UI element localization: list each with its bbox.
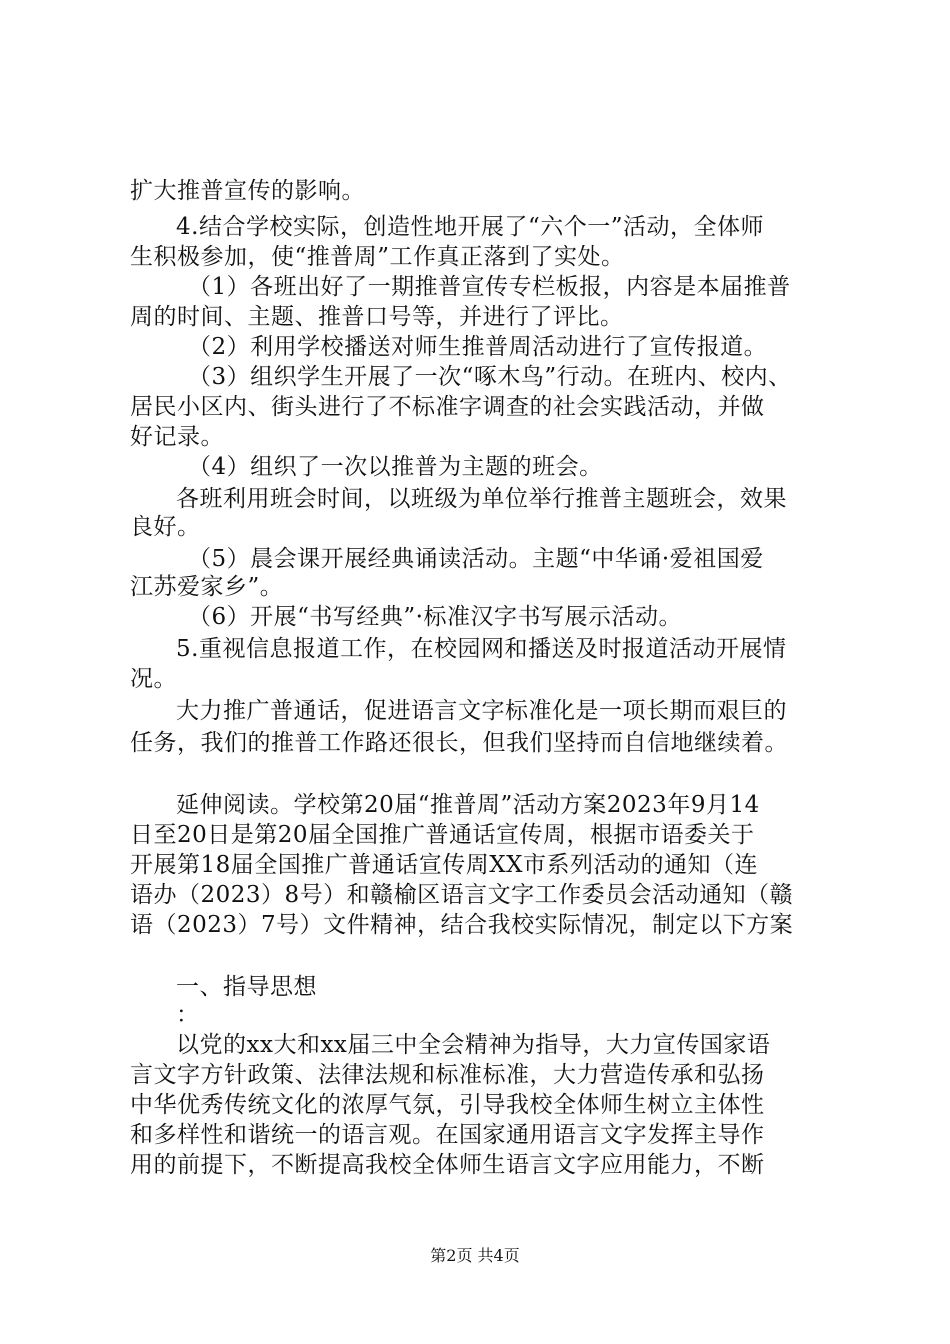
page-footer: 第2页 共4页 [430,1246,520,1265]
text-line-9: 好记录。 [130,424,224,450]
text-line-18: 大力推广普通话，促进语言文字标准化是一项长期而艰巨的 [176,698,787,724]
text-line-colon: ： [176,1002,200,1028]
text-line-6: （2）利用学校播送对师生推普周活动进行了宣传报道。 [188,334,768,360]
text-line-30: 和多样性和谐统一的语言观。在国家通用语言文字发挥主导作 [130,1122,765,1148]
text-line-23: 语办（2023）8号）和赣榆区语言文字工作委员会活动通知（赣 [130,882,794,908]
text-line-17: 况。 [130,666,177,692]
text-line-20: 延伸阅读。学校第20届“推普周”活动方案2023年9月14 [176,792,760,818]
text-line-29: 中华优秀传统文化的浓厚气氛，引导我校全体师生树立主体性 [130,1092,765,1118]
text-line-13: （5）晨会课开展经典诵读活动。主题“中华诵·爱祖国爱 [188,546,764,572]
text-line-22: 开展第18届全国推广普通话宣传周XX市系列活动的通知（连 [130,852,759,878]
text-line-15: （6）开展“书写经典”·标准汉字书写展示活动。 [188,604,682,630]
text-line-1: 扩大推普宣传的影响。 [130,178,365,204]
text-line-31: 用的前提下，不断提高我校全体师生语言文字应用能力，不断 [130,1152,765,1178]
text-line-10: （4）组织了一次以推普为主题的班会。 [188,454,603,480]
text-line-16: 5.重视信息报道工作，在校园网和播送及时报道活动开展情 [176,636,787,662]
section-heading: 一、指导思想 [176,974,317,1000]
text-line-2: 4.结合学校实际，创造性地开展了“六个一”活动，全体师 [176,214,764,240]
text-line-8: 居民小区内、街头进行了不标准字调查的社会实践活动，并做 [130,394,765,420]
text-line-7: （3）组织学生开展了一次“啄木鸟”行动。在班内、校内、 [188,364,792,390]
text-line-19: 任务，我们的推普工作路还很长，但我们坚持而自信地继续着。 [130,730,788,756]
text-line-27: 以党的xx大和xx届三中全会精神为指导，大力宣传国家语 [176,1032,771,1058]
text-line-24: 语（2023）7号）文件精神，结合我校实际情况，制定以下方案 [130,912,794,938]
text-line-14: 江苏爱家乡”。 [130,574,284,600]
text-line-28: 言文字方针政策、法律法规和标准标准，大力营造传承和弘扬 [130,1062,765,1088]
text-line-4: （1）各班出好了一期推普宣传专栏板报，内容是本届推普 [188,274,791,300]
text-line-11: 各班利用班会时间，以班级为单位举行推普主题班会，效果 [176,486,787,512]
text-line-21: 日至20日是第20届全国推广普通话宣传周，根据市语委关于 [130,822,755,848]
text-line-5: 周的时间、主题、推普口号等，并进行了评比。 [130,304,624,330]
text-line-12: 良好。 [130,514,201,540]
text-line-3: 生积极参加，使“推普周”工作真正落到了实处。 [130,244,625,270]
